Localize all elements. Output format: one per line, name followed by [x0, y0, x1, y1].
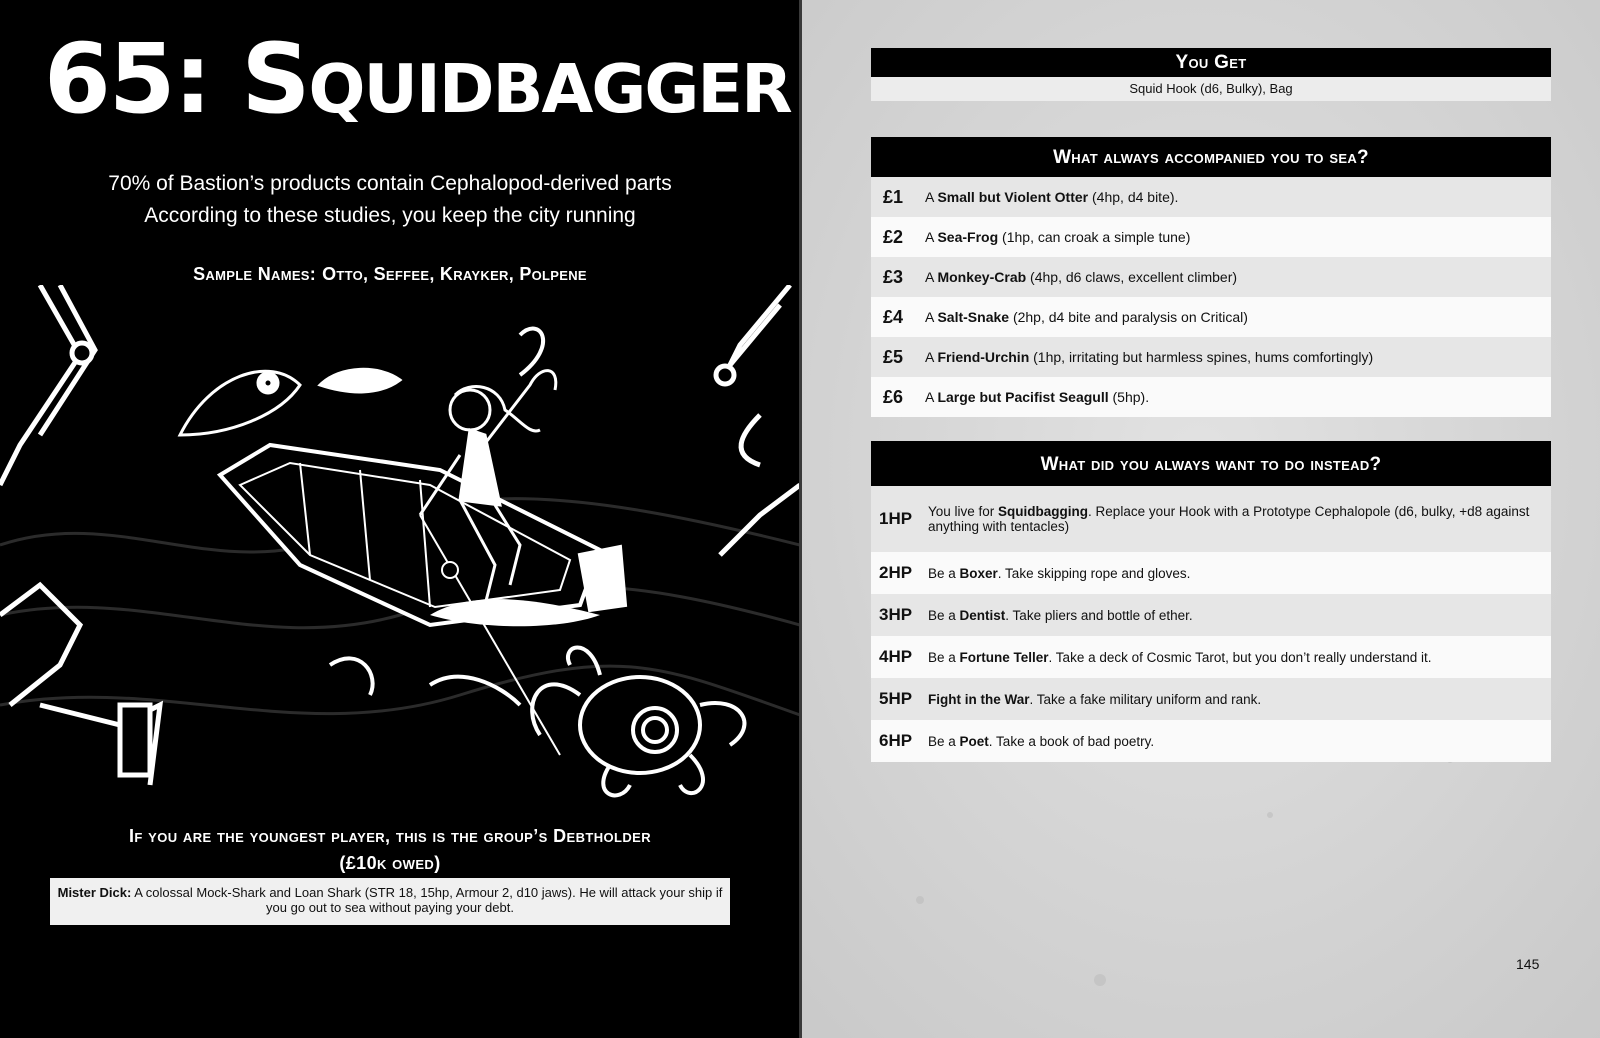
instead-row [871, 552, 1551, 594]
instead-career: Fight in the War [928, 691, 1030, 707]
companion-prefix: A [925, 189, 938, 205]
tagline-line-2: According to these studies, you keep the city running [144, 204, 636, 227]
companion-prefix: A [925, 389, 938, 405]
instead-text [928, 692, 1551, 707]
companion-roll: £3 [883, 266, 904, 287]
you-get-heading-text: You Get [1175, 52, 1247, 73]
companion-heading [871, 137, 1551, 177]
debtholder-description: A colossal Mock-Shark and Loan Shark (STR 18, 15hp, Armour 2, d10 jaws). He will attack your ship if you go out to sea without paying your debt. [134, 885, 723, 915]
companion-row [871, 297, 1551, 337]
instead-row [871, 720, 1551, 762]
companion-stats: (4hp, d4 bite). [1088, 189, 1179, 205]
companion-prefix: A [925, 309, 938, 325]
instead-prefix: Be a [928, 565, 960, 581]
companion-text [925, 309, 1248, 325]
instead-prefix: Be a [928, 649, 960, 665]
companion-name: Small but Violent Otter [937, 189, 1089, 205]
sample-names [0, 264, 780, 285]
companion-name: Friend-Urchin [937, 349, 1030, 365]
debtholder-heading-line-1: If you are the youngest player, this is the group’s Debtholder [129, 826, 651, 846]
companion-stats: (5hp). [1108, 389, 1150, 405]
instead-prefix: Be a [928, 733, 960, 749]
instead-career: Boxer [959, 565, 998, 581]
debtholder-box [50, 878, 730, 925]
companion-text [925, 229, 1190, 245]
companion-stats: (1hp, irritating but harmless spines, hums comfortingly) [1029, 349, 1374, 365]
companion-prefix: A [925, 349, 938, 365]
instead-text [928, 650, 1551, 665]
companion-name: Sea-Frog [937, 229, 999, 245]
companion-stats: (1hp, can croak a simple tune) [998, 229, 1191, 245]
companion-name: Salt-Snake [937, 309, 1010, 325]
companion-roll: £1 [883, 186, 904, 207]
companion-roll: £2 [883, 226, 904, 247]
instead-row [871, 594, 1551, 636]
companion-table [871, 177, 1551, 417]
companion-row [871, 257, 1551, 297]
instead-text [928, 566, 1551, 581]
instead-detail: . Take skipping rope and gloves. [997, 565, 1191, 581]
squidbagger-illustration [0, 285, 800, 805]
instead-roll: 5HP [879, 689, 913, 708]
instead-text [928, 734, 1551, 749]
companion-roll: £4 [883, 306, 904, 327]
companion-text [925, 189, 1178, 205]
instead-roll: 2HP [879, 563, 913, 582]
companion-row [871, 177, 1551, 217]
debtholder-heading-line-2: (£10k owed) [339, 853, 441, 873]
instead-heading [871, 441, 1551, 486]
instead-detail: . Take a deck of Cosmic Tarot, but you don’t really understand it. [1048, 649, 1432, 665]
companion-text [925, 389, 1149, 405]
companion-heading-text: What always accompanied you to sea? [1053, 147, 1369, 168]
instead-heading-text: What did you always want to do instead? [1040, 454, 1382, 475]
instead-detail: . Take a book of bad poetry. [988, 733, 1155, 749]
instead-detail: . Take pliers and bottle of ether. [1005, 607, 1193, 623]
you-get-items: Squid Hook (d6, Bulky), Bag [871, 77, 1551, 101]
companion-row [871, 217, 1551, 257]
instead-text [928, 608, 1551, 623]
companion-prefix: A [925, 229, 938, 245]
instead-table [871, 486, 1551, 762]
debtholder-name: Mister Dick: [57, 885, 132, 900]
instead-row [871, 636, 1551, 678]
instead-detail: . Take a fake military uniform and rank. [1029, 691, 1262, 707]
companion-roll: £5 [883, 346, 904, 367]
instead-roll: 4HP [879, 647, 913, 666]
instead-career: Poet [959, 733, 989, 749]
book-spine [799, 0, 802, 1038]
companion-row [871, 377, 1551, 417]
companion-name: Monkey-Crab [937, 269, 1027, 285]
instead-roll: 3HP [879, 605, 913, 624]
instead-career: Fortune Teller [959, 649, 1049, 665]
companion-text [925, 349, 1373, 365]
tagline-line-1: 70% of Bastion’s products contain Cephalopod-derived parts [108, 172, 672, 195]
companion-prefix: A [925, 269, 938, 285]
right-page [800, 0, 1600, 1038]
instead-prefix: Be a [928, 607, 960, 623]
instead-prefix: You live for [928, 504, 999, 519]
page-number: 145 [1516, 956, 1540, 972]
instead-row [871, 486, 1551, 552]
companion-roll: £6 [883, 386, 904, 407]
instead-roll: 6HP [879, 731, 913, 750]
instead-detail: . Replace your Hook with a Prototype Cephalopole (d6, bulky, +d8 against anything with tentacles) [928, 504, 1530, 534]
instead-roll: 1HP [879, 509, 913, 528]
instead-text [928, 504, 1551, 534]
instead-career: Dentist [959, 607, 1006, 623]
page-title: 65: Squidbagger [44, 23, 791, 135]
companion-stats: (4hp, d6 claws, excellent climber) [1026, 269, 1238, 285]
sample-names-list: Otto, Seffee, Krayker, Polpene [322, 264, 587, 284]
companion-row [871, 337, 1551, 377]
sample-names-label: Sample Names: [193, 264, 317, 284]
companion-name: Large but Pacifist Seagull [937, 389, 1109, 405]
instead-row [871, 678, 1551, 720]
companion-stats: (2hp, d4 bite and paralysis on Critical) [1009, 309, 1248, 325]
companion-text [925, 269, 1237, 285]
instead-career: Squidbagging [998, 504, 1089, 519]
you-get-heading [871, 48, 1551, 77]
